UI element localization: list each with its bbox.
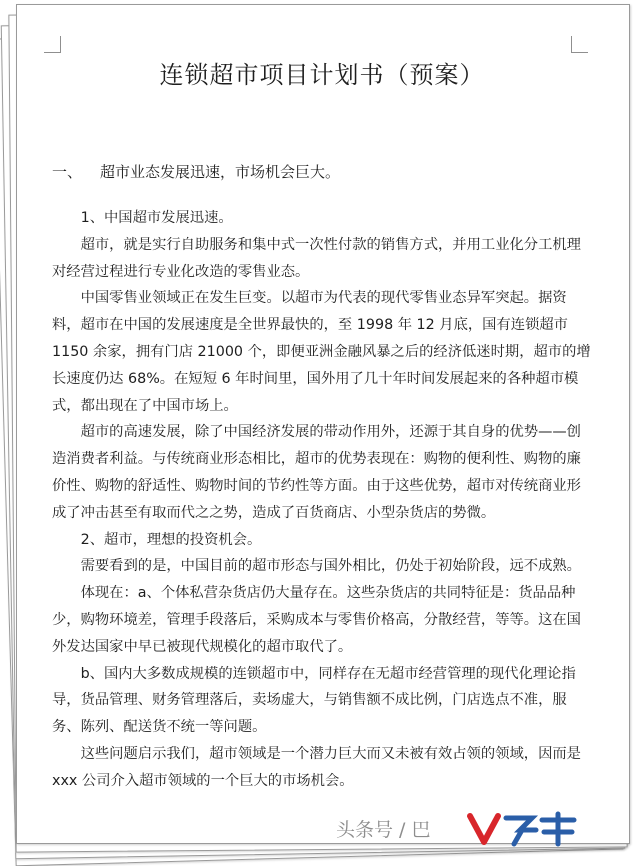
- document-body: [52, 205, 592, 795]
- section-title: 超市业态发展迅速，市场机会巨大。: [100, 163, 341, 181]
- paragraph: 体现在：a、个体私营杂货店仍大量存在。这些杂货店的共同特征是：货品品种少，购物环境差，管理手段落后，采购成本与零售价格高，分散经营，等等。这在国外发达国家中早已被现代规模化的超市取代了。: [52, 585, 581, 655]
- watermark-text: 头条号 / 巴: [336, 819, 431, 841]
- document-title: 连锁超市项目计划书（预案）: [159, 61, 485, 89]
- crop-mark-top-right: [571, 36, 588, 53]
- paragraph: 超市，就是实行自助服务和集中式一次性付款的销售方式，并用工业化分工机理对经营过程进行专业化改造的零售业态。: [52, 236, 581, 280]
- paragraph: 这些问题启示我们，超市领域是一个潜力巨大而又未被有效占领的领域，因而是 xxx 公司介入超市领域的一个巨大的市场机会。: [52, 745, 581, 789]
- section-heading: [52, 161, 340, 182]
- paragraph: 需要看到的是，中国目前的超市形态与国外相比，仍处于初始阶段，远不成熟。: [80, 558, 581, 575]
- paragraph: 中国零售业领域正在发生巨变。以超市为代表的现代零售业态异军突起。据资料，超市在中国的发展速度是全世界最快的，至 1998 年 12 月底，国有连锁超市 1150 余家，拥有门店 21000 个，即便亚洲金融风暴之后的经济低迷时期，超市的增长速度仍达 68%。在短短 6 年时间里，国外用了几十年时间发展起来的各种超市模式，都出现在了中国市场上。: [52, 290, 591, 414]
- subheading-2: 2、超市，理想的投资机会。: [80, 531, 262, 548]
- watermark-logo: [462, 808, 582, 848]
- crop-mark-top-left: [44, 36, 61, 53]
- paragraph: 超市的高速发展，除了中国经济发展的带动作用外，还源于其自身的优势——创造消费者利益。与传统商业形态相比，超市的优势表现在：购物的便利性、购物的廉价性、购物的舒适性、购物时间的节约性等方面。由于这些优势，超市对传统商业形成了冲击甚至有取而代之之势，造成了百货商店、小型杂货店的势微。: [52, 424, 581, 521]
- paragraph: b、国内大多数成规模的连锁超市中，同样存在无超市经营管理的现代化理论指导，货品管理、财务管理落后，卖场虚大，与销售额不成比例，门店选点不准，服务、陈列、配送货不统一等问题。: [52, 665, 576, 736]
- section-number: 一、: [52, 163, 83, 181]
- subheading-1: 1、中国超市发展迅速。: [80, 210, 233, 226]
